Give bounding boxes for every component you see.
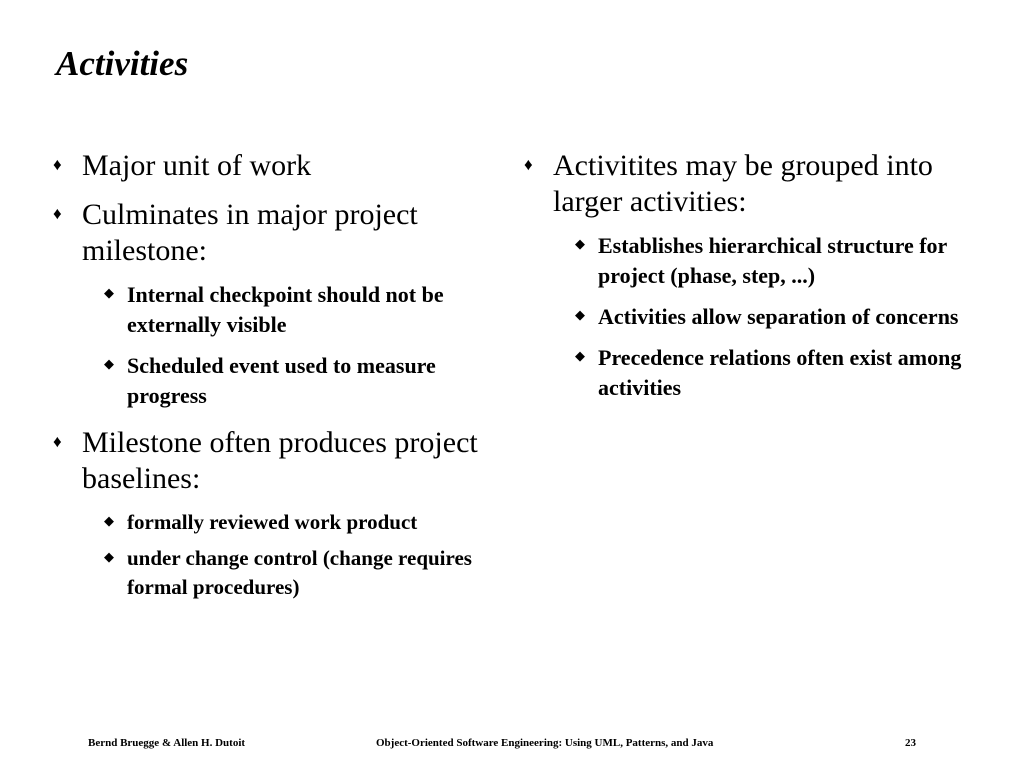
sub-bullet-item (523, 231, 963, 291)
sub-bullet-text: Internal checkpoint should not be externally visible (127, 282, 444, 337)
bullet-text: Milestone often produces project baselines: (82, 426, 478, 495)
sub-bullet-item (52, 544, 498, 602)
bullet-text: Activitites may be grouped into larger activities: (553, 149, 933, 218)
sub-bullet-item (52, 508, 498, 537)
diamond-sub-bullet-icon: ◆ (104, 513, 114, 528)
sub-bullet-text: Establishes hierarchical structure for project (phase, step, ...) (598, 233, 947, 288)
footer-authors: Bernd Bruegge & Allen H. Dutoit (88, 737, 246, 749)
diamond-sub-bullet-icon: ◆ (575, 236, 585, 251)
bullet-item (52, 148, 498, 184)
sub-bullet-group (52, 508, 498, 602)
diamond-sub-bullet-icon: ◆ (575, 348, 585, 363)
diamond-sub-bullet-icon: ◆ (104, 285, 114, 300)
diamond-sub-bullet-icon: ◆ (575, 307, 585, 322)
right-column (523, 148, 963, 417)
diamond-bullet-icon: ♦ (53, 432, 62, 451)
sub-bullet-group (52, 280, 498, 411)
footer-book-title: Object-Oriented Software Engineering: Using UML, Patterns, and Java (376, 737, 714, 749)
bullet-item (523, 148, 963, 220)
diamond-bullet-icon: ♦ (53, 155, 62, 174)
footer-page-number: 23 (905, 737, 916, 749)
left-column (52, 148, 498, 616)
diamond-sub-bullet-icon: ◆ (104, 549, 114, 564)
sub-bullet-item (52, 351, 498, 411)
diamond-sub-bullet-icon: ◆ (104, 356, 114, 371)
bullet-text: Culminates in major project milestone: (82, 198, 418, 267)
sub-bullet-text: Precedence relations often exist among activities (598, 345, 962, 400)
sub-bullet-text: Activities allow separation of concerns (598, 304, 959, 329)
diamond-bullet-icon: ♦ (53, 204, 62, 223)
sub-bullet-item (52, 280, 498, 340)
bullet-item (52, 425, 498, 497)
diamond-bullet-icon: ♦ (524, 155, 533, 174)
sub-bullet-group (523, 231, 963, 403)
sub-bullet-text: under change control (change requires formal procedures) (127, 546, 472, 599)
bullet-item (52, 197, 498, 269)
slide-title: Activities (56, 44, 189, 83)
sub-bullet-item (523, 343, 963, 403)
bullet-text: Major unit of work (82, 149, 312, 182)
sub-bullet-text: Scheduled event used to measure progress (127, 353, 436, 408)
sub-bullet-item (523, 302, 963, 332)
sub-bullet-text: formally reviewed work product (127, 510, 418, 534)
